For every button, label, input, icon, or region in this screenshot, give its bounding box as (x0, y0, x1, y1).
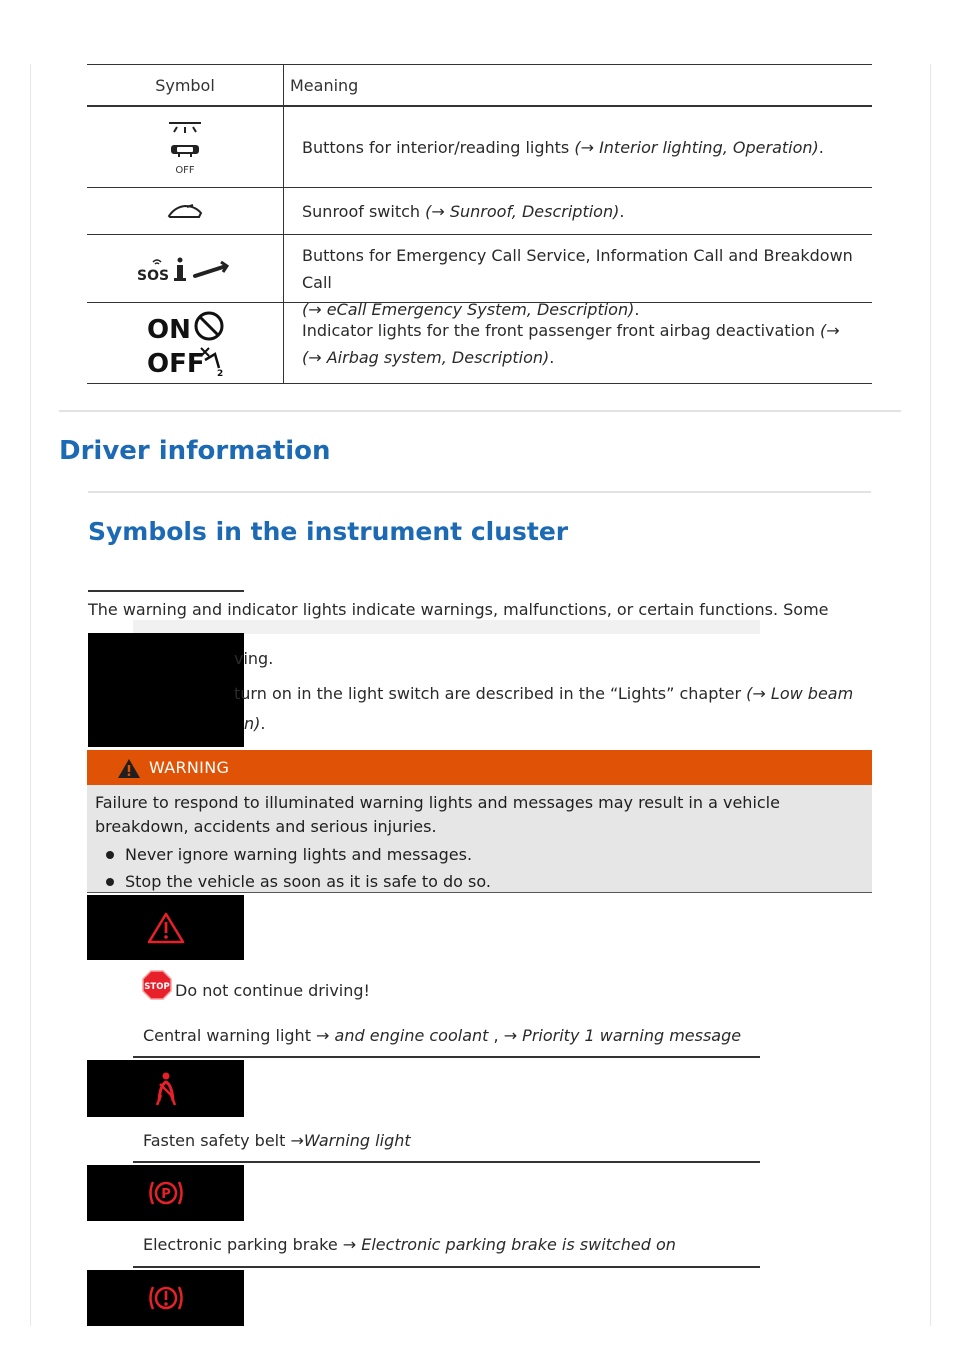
page-border-left (30, 64, 31, 1326)
cross-reference-link[interactable]: (→ Low beam (746, 684, 854, 703)
warning-text: Failure to respond to illuminated warning lights and messages may result in a vehicle breakdown, accidents and serious injuries. (95, 793, 780, 836)
svg-text:P: P (160, 1187, 171, 1202)
overlay-strip (133, 620, 760, 634)
symbol-box (87, 1270, 244, 1326)
overlay-image (88, 633, 244, 747)
brake-system-icon (147, 1282, 185, 1314)
sos-icon (137, 260, 169, 284)
stop-text: Do not continue driving! (175, 981, 370, 1000)
stop-label: STOP (144, 982, 170, 992)
section-heading: Driver information (59, 436, 331, 466)
symbol-box (87, 895, 244, 960)
subsection-heading: Symbols in the instrument cluster (88, 517, 569, 546)
entry-text: Fasten safety belt →Warning light (143, 1131, 411, 1150)
airbag-on-label: ON (147, 315, 191, 345)
entry-divider (133, 1266, 760, 1268)
row-text: Sunroof switch (302, 201, 426, 221)
wrench-icon (195, 262, 227, 276)
svg-text:SOS: SOS (137, 267, 170, 284)
entry-text: Electronic parking brake → Electronic parking brake is switched on (143, 1235, 676, 1254)
cross-reference-link[interactable]: (→ Sunroof, Description) (425, 201, 620, 221)
entry-text: Central warning light → and engine coolant , → Priority 1 warning message (143, 1026, 742, 1045)
intro-fragment: ving. (234, 649, 274, 668)
page-border-right (930, 64, 931, 1326)
warning-body (87, 785, 872, 893)
intro-fragment: n). (244, 714, 266, 733)
cross-reference-link[interactable]: (→ Airbag system, Description) (302, 348, 550, 367)
row-text: Buttons for Emergency Call Service, Information Call and Breakdown Call (302, 246, 853, 292)
punctuation: . (818, 137, 824, 157)
intro-fragment: turn on in the light switch are described in the “Lights” chapter (→ Low beam (234, 684, 854, 703)
parking-brake-icon (147, 1177, 185, 1209)
row-text: Buttons for interior/reading lights (302, 137, 575, 157)
table-row (87, 107, 872, 188)
airbag-on-off-icon (145, 308, 225, 378)
entry-divider (133, 1056, 760, 1058)
table-row (87, 188, 872, 235)
sunroof-icon (167, 203, 203, 219)
table-header (87, 64, 872, 107)
column-header-symbol: Symbol (87, 65, 284, 105)
cross-reference-link[interactable]: (→ eCall Emergency System, Description) (302, 300, 635, 319)
cross-reference-link[interactable]: and engine coolant (329, 1026, 494, 1045)
seat-belt-icon (151, 1071, 181, 1107)
warning-label: WARNING (149, 758, 230, 777)
row-text: Indicator lights for the front passenger front airbag deactivation (302, 321, 821, 340)
column-header-meaning: Meaning (290, 75, 359, 95)
warning-triangle-icon (117, 757, 141, 779)
interior-light-icon (165, 119, 205, 176)
symbol-table (87, 64, 872, 384)
intro-rule (88, 590, 244, 592)
punctuation: . (549, 348, 555, 367)
cross-reference-link[interactable]: Warning light (303, 1131, 411, 1150)
symbol-box (87, 1060, 244, 1117)
svg-text:2: 2 (217, 369, 224, 378)
entry-divider (133, 1161, 760, 1163)
cross-reference-link[interactable]: Electronic parking brake is switched on (356, 1235, 676, 1254)
cross-reference-link[interactable]: (→ Interior lighting, Operation) (574, 137, 819, 157)
subsection-divider (88, 491, 871, 493)
central-warning-icon (146, 911, 186, 945)
airbag-off-label: OFF (147, 349, 205, 378)
table-row: ON OFF 2 Indicator lights for the front passenger front airbag deactivation (→ (→ Airbag system, Description). (87, 303, 872, 384)
cross-reference-link[interactable]: Priority 1 warning message (517, 1026, 742, 1045)
off-label: OFF (175, 164, 195, 176)
table-row (87, 235, 872, 319)
info-icon (174, 257, 186, 281)
warning-header (87, 750, 872, 785)
section-divider (59, 410, 901, 412)
intro-line: The warning and indicator lights indicate warnings, malfunctions, or certain functions. Some (88, 600, 829, 619)
list-item: Never ignore warning lights and messages. (103, 841, 864, 868)
punctuation: . (634, 300, 640, 319)
symbol-box (87, 1165, 244, 1221)
punctuation: . (619, 201, 625, 221)
list-item: Stop the vehicle as soon as it is safe to do so. (103, 868, 864, 895)
stop-icon (142, 970, 172, 1004)
